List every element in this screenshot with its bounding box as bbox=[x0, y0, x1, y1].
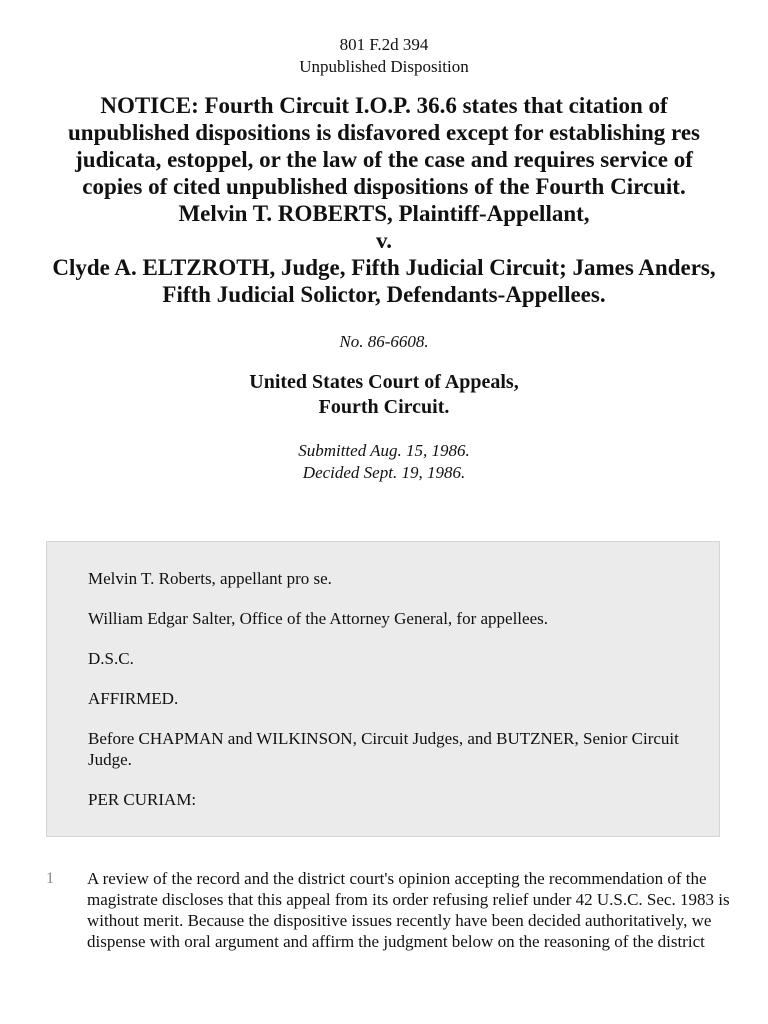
court-name-line1: United States Court of Appeals, bbox=[249, 371, 519, 393]
defendants-line: Clyde A. ELTZROTH, Judge, Fifth Judicial Circuit; James Anders, Fifth Judicial Solictor, Defendants-Appellees. bbox=[52, 255, 716, 307]
case-summary-box bbox=[46, 541, 720, 837]
opinion-paragraph bbox=[46, 868, 736, 952]
decided-date: Decided Sept. 19, 1986. bbox=[302, 463, 466, 482]
paragraph-text: A review of the record and the district court's opinion accepting the recommendation of the magistrate discloses that this appeal from its order refusing relief under 42 U.S.C. Sec. 1983 is without merit. Because the dispositive issues recently have been decided authoritatively, we dispense with oral argument and affirm the judgment below on the reasoning of the district bbox=[87, 869, 730, 951]
per-curiam-label: PER CURIAM: bbox=[88, 790, 197, 809]
case-dates bbox=[0, 440, 768, 484]
disposition-type: Unpublished Disposition bbox=[299, 57, 469, 76]
court-name-line2: Fourth Circuit. bbox=[318, 396, 450, 418]
court-name bbox=[0, 370, 768, 420]
disposition-result: AFFIRMED. bbox=[88, 689, 179, 708]
case-citation: 801 F.2d 394 bbox=[339, 35, 429, 54]
case-header bbox=[0, 34, 768, 78]
notice-text: NOTICE: Fourth Circuit I.O.P. 36.6 states that citation of unpublished dispositions is disfavored except for establishing res judicata, estoppel, or the law of the case and requires service of copies of cited unpublished dispositions of the Fourth Circuit. bbox=[67, 93, 700, 199]
district-court: D.S.C. bbox=[88, 649, 134, 668]
versus-line: v. bbox=[376, 228, 392, 253]
docket-number: No. 86-6608. bbox=[339, 332, 429, 351]
case-caption bbox=[44, 92, 724, 308]
paragraph-number: 1 bbox=[46, 870, 54, 887]
appellee-counsel: William Edgar Salter, Office of the Attorney General, for appellees. bbox=[88, 609, 548, 628]
plaintiff-line: Melvin T. ROBERTS, Plaintiff-Appellant, bbox=[178, 201, 590, 226]
panel-judges: Before CHAPMAN and WILKINSON, Circuit Judges, and BUTZNER, Senior Circuit Judge. bbox=[88, 729, 679, 769]
submitted-date: Submitted Aug. 15, 1986. bbox=[298, 441, 470, 460]
appellant-counsel: Melvin T. Roberts, appellant pro se. bbox=[88, 569, 332, 588]
